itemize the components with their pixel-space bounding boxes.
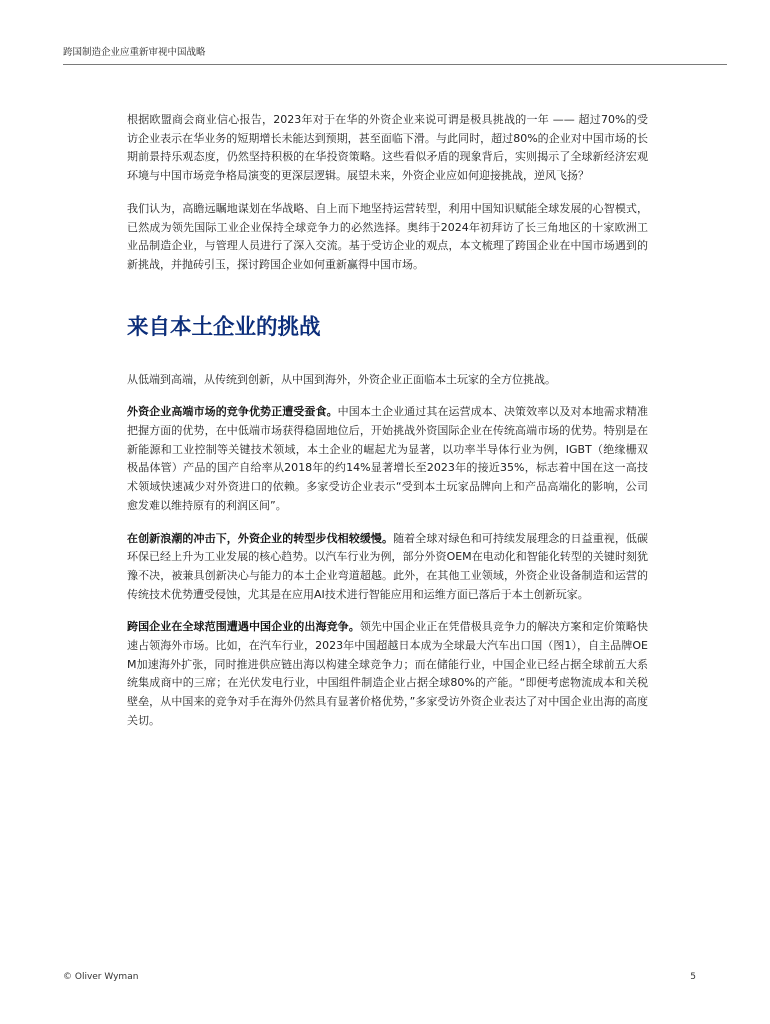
challenge-title-3: 跨国企业在全球范围遭遇中国企业的出海竞争。	[127, 620, 360, 634]
intro-paragraph-1: 根据欧盟商会商业信心报告，2023年对于在华的外资企业来说可谓是极具挑战的一年 —— 超过70%的受访企业表示在华业务的短期增长未能达到预期，甚至面临下滑。与此同时，超过80%的企业对中国市场的长期前景持乐观态度，仍然坚持积极的在华投资策略。这些看似矛盾的现象背后，实则揭示了全球新经济宏观环境与中国市场竞争格局演变的更深层逻辑。展望未来，外资企业应如何迎接挑战，逆风飞扬？	[127, 113, 648, 183]
intro-paragraph-2: 我们认为，高瞻远瞩地谋划在华战略、自上而下地坚持运营转型，利用中国知识赋能全球发展的心智模式，已然成为领先国际工业企业保持全球竞争力的必然选择。奥纬于2024年初拜访了长三角地区的十家欧洲工业品制造企业，与管理人员进行了深入交流。基于受访企业的观点，本文梳理了跨国企业在中国市场遇到的新挑战，并抛砖引玉，探讨跨国企业如何重新赢得中国市场。	[127, 201, 648, 271]
challenge-title-1: 外资企业高端市场的竞争优势正遭受蚕食。	[127, 405, 338, 419]
header-divider	[63, 64, 727, 65]
main-content	[127, 111, 648, 745]
challenge-title-2: 在创新浪潮的冲击下，外资企业的转型步伐相较缓慢。	[127, 531, 394, 545]
challenge-paragraph-2	[127, 530, 648, 605]
section-heading: 来自本土企业的挑战	[127, 314, 321, 340]
page-number: 5	[690, 972, 696, 982]
challenge-paragraph-1	[127, 403, 648, 515]
footer-copyright: © Oliver Wyman	[63, 972, 139, 982]
section-lead: 从低端到高端，从传统到创新，从中国到海外，外资企业正面临本土玩家的全方位挑战。	[127, 372, 556, 386]
challenge-paragraph-3	[127, 618, 648, 730]
running-header: 跨国制造企业应重新审视中国战略	[63, 47, 206, 58]
challenge-body-1: 中国本土企业通过其在运营成本、决策效率以及对本地需求精准把握方面的优势，在中低端市场获得稳固地位后，开始挑战外资国际企业在传统高端市场的优势。特别是在新能源和工业控制等关键技术领域，本土企业的崛起尤为显著，以功率半导体行业为例，IGBT（绝缘栅双极晶体管）产品的国产自给率从2018年的约14%显著增长至2023年的接近35%，标志着中国在这一高技术领域快速减少对外资进口的依赖。多家受访企业表示“受到本土玩家品牌向上和产品高端化的影响，公司愈发难以维持原有的利润区间”。	[127, 405, 649, 512]
challenge-body-3: 领先中国企业正在凭借极具竞争力的解决方案和定价策略快速占领海外市场。比如，在汽车行业，2023年中国超越日本成为全球最大汽车出口国（图1），自主品牌OEM加速海外扩张，同时推进供应链出海以构建全球竞争力；而在储能行业，中国企业已经占据全球前五大系统集成商中的三席；在光伏发电行业，中国组件制造企业占据全球80%的产能。“即便考虑物流成本和关税壁垒，从中国来的竞争对手在海外仍然具有显著价格优势，”多家受访外资企业表达了对中国企业出海的高度关切。	[127, 620, 649, 727]
challenge-body-2: 随着全球对绿色和可持续发展理念的日益重视，低碳环保已经上升为工业发展的核心趋势。以汽车行业为例，部分外资OEM在电动化和智能化转型的关键时刻犹豫不决，被兼具创新决心与能力的本土企业弯道超越。此外，在其他工业领域，外资企业设备制造和运营的传统技术优势遭受侵蚀，尤其是在应用AI技术进行智能应用和运维方面已落后于本土创新玩家。	[127, 531, 649, 601]
